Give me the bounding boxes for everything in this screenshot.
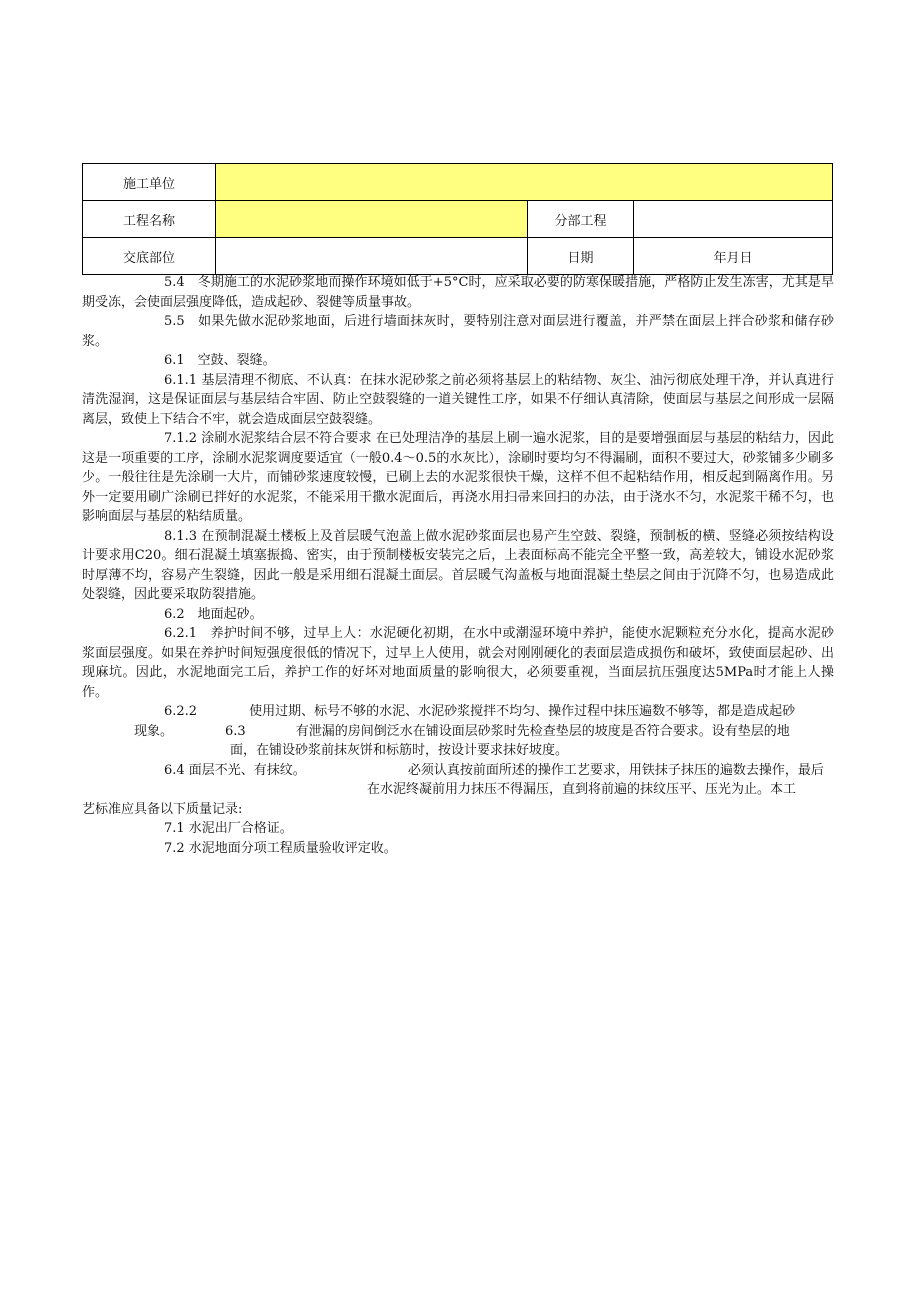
- construction-unit-field[interactable]: [216, 164, 833, 201]
- record-7-2: 7.2 水泥地面分项工程质量验收评定收。: [164, 840, 397, 856]
- text-6-2-2: 使用过期、标号不够的水泥、水泥砂浆搅拌不均匀、操作过程中抹压遍数不够等，都是造成起砂: [249, 704, 796, 719]
- paragraph-5-4: 5.4 冬期施工的水泥砂浆地而操作环境如低于+5°C时，应采取必要的防寒保暖措施，严格防止发生冻害，尤其是早期受冻，会使面层强度降低，造成起砂、裂健等质量事故。: [82, 275, 834, 310]
- paragraph-6-4-line: [82, 761, 834, 781]
- project-name-label: 工程名称: [83, 201, 216, 238]
- record-7-1: 7.1 水泥出厂合格证。: [164, 821, 293, 836]
- text-6-2-2-end: 现象。: [134, 723, 174, 739]
- paragraph-5-5: 5.5 如果先做水泥砂浆地面，后进行墙面抹灰时，要特别注意对面层进行覆盖，并严禁在面层上拌合砂浆和储存砂浆。: [82, 314, 834, 349]
- date-label: 日期: [528, 238, 634, 275]
- disclosure-part-field[interactable]: [216, 238, 528, 275]
- header-row-part: [83, 238, 833, 275]
- heading-6-1: 6.1 空鼓、裂缝。: [164, 353, 276, 368]
- text-6-3: 有泄漏的房间倒泛水在铺设面层砂浆时先检查垫层的坡度是否符合要求。设有垫层的地: [295, 723, 790, 739]
- paragraph-6-2-1: 6.2.1 养护时间不够，过早上人：水泥硬化初期，在水中或潮湿环境中养护，能使水泥颗粒充分水化，提高水泥砂浆面层强度。如果在养护时间短强度很低的情况下，过早上人使用，就会对刚刚硬化的表面层造成损伤和破坏，致使面层起砂、出现麻坑。因此，水泥地面完工后，养护工作的好坏对地面质量的影响很大，必须要重视，当面层抗压强度达5MPa时才能上人操作。: [82, 626, 834, 700]
- text-6-4: 必须认真按前面所述的操作工艺要求，用铁抹子抹压的遍数去操作，最后: [407, 762, 824, 778]
- heading-6-4: 6.4 面层不光、有抹纹。: [164, 762, 306, 778]
- header-table: [82, 163, 833, 275]
- paragraph-6-3-cont: 面，在铺设砂浆前抹灰饼和标筋时，按设计要求抹好坡度。: [230, 743, 569, 758]
- header-row-unit: [83, 164, 833, 201]
- paragraph-6-3-line: [82, 722, 834, 742]
- paragraph-6-1-1: 6.1.1 基层清理不彻底、不认真：在抹水泥砂浆之前必须将基层上的粘结物、灰尘、油污彻底处理干净，并认真进行清洗湿润，这是保证面层与基层结合牢固、防止空鼓裂缝的一道关键性工序，如果不仔细认真清除，使面层与基层之间形成一层隔离层，致使上下结合不牢，就会造成面层空鼓裂缝。: [82, 372, 834, 427]
- paragraph-8-1-3: 8.1.3 在预制混凝土楼板上及首层暖气泡盖上做水泥砂浆面层也易产生空鼓、裂缝，预制板的横、竖缝必须按结构设计要求用C20。细石混凝土填塞振捣、密实，由于预制楼板安装完之后，上表面标高不能完全平整一致，高差较大，铺设水泥砂浆时厚薄不均，容易产生裂缝，因此一般是采用细石混凝土面层。首层暖气沟盖板与地面混凝土垫层之间由于沉降不匀，也易造成此处裂缝，因此要采取防裂措施。: [82, 528, 834, 602]
- construction-unit-label: 施工单位: [83, 164, 216, 201]
- paragraph-6-2-2-line: [82, 702, 834, 722]
- division-label: 分部工程: [528, 201, 634, 238]
- number-6-2-2: 6.2.2: [164, 704, 198, 719]
- division-field[interactable]: [634, 201, 833, 238]
- date-field[interactable]: 年月日: [634, 238, 833, 275]
- paragraph-7-1-2: 7.1.2 涂刷水泥浆结合层不符合要求 在已处理洁净的基层上刷一遍水泥浆，目的是要增强面层与基层的粘结力，因此这是一项重要的工序，涂刷水泥浆调度要适宜（一般0.4～0.5的水灰比），涂刷时要均匀不得漏刷，面积不要过大，砂浆铺多少刷多少。一般往往是先涂刷一大片，而铺砂浆速度较慢，已刷上去的水泥浆很快干燥，这样不但不起粘结作用，相反起到隔离作用。另外一定要用刷广涂刷已拌好的水泥浆，不能采用干撒水泥面后，再浇水用扫帚来回扫的办法，由于浇水不匀，水泥浆干稀不匀，也影响面层与基层的粘结质量。: [82, 431, 834, 524]
- paragraph-6-4-end: 艺标准应具备以下质量记录:: [82, 801, 243, 817]
- disclosure-part-label: 交底部位: [83, 238, 216, 275]
- project-name-field[interactable]: [216, 201, 528, 238]
- document-body: [82, 273, 834, 858]
- heading-6-2: 6.2 地面起砂。: [164, 606, 263, 622]
- paragraph-6-4-cont: 在水泥终凝前用力抹压不得漏压，直到将前遍的抹纹压平、压光为止。本工: [367, 782, 797, 797]
- number-6-3: 6.3: [225, 723, 246, 739]
- header-row-project: [83, 201, 833, 238]
